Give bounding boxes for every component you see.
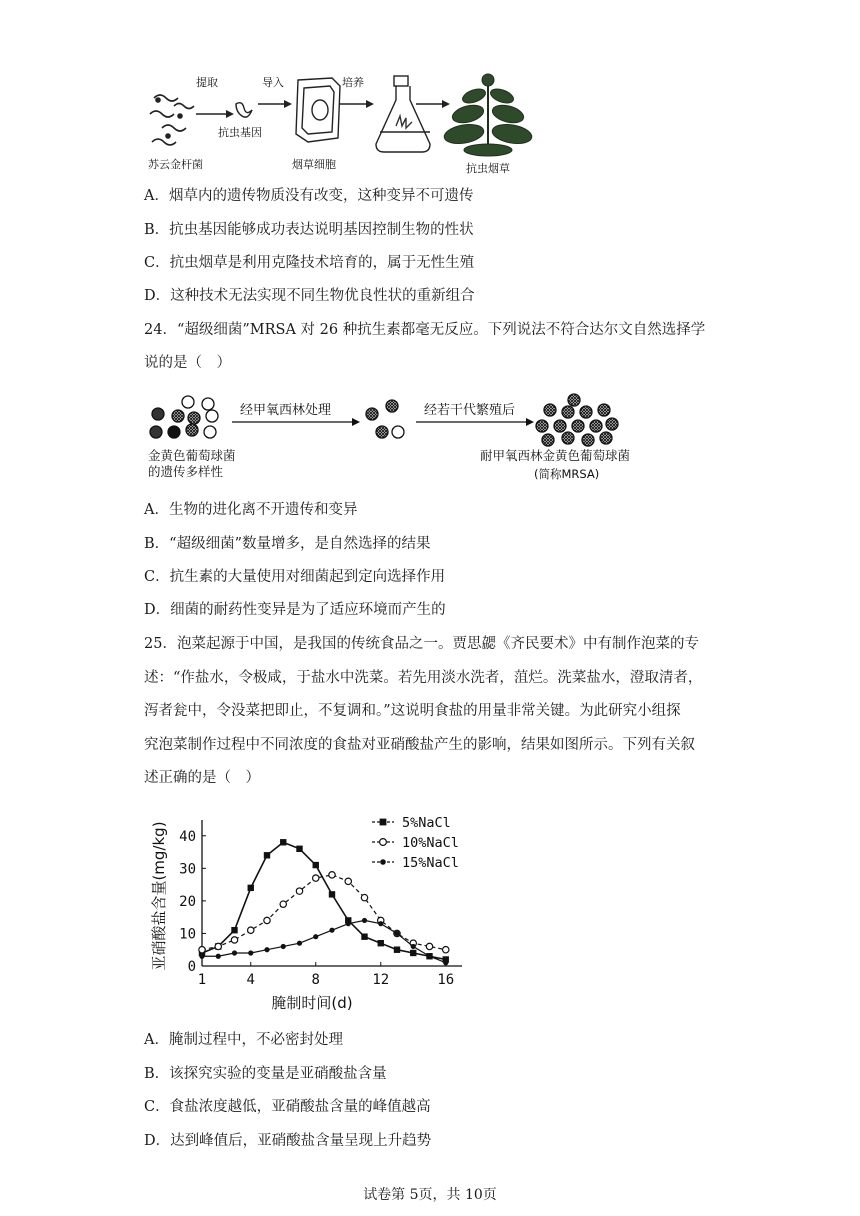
data-point [231,937,237,943]
data-point [329,928,334,933]
diverse-bacteria-group [150,396,218,438]
x-tick-label: 4 [246,972,255,988]
data-point [248,950,253,955]
left-label-line2: 的遗传多样性 [148,464,224,479]
data-point [427,954,432,959]
data-point [443,960,448,965]
data-point [264,947,269,952]
data-point [443,947,449,953]
x-axis-label: 腌制时间(d) [271,994,353,1012]
bacteria-label: 苏云金杆菌 [148,158,203,171]
y-axis-label: 亚硝酸盐含量(mg/kg) [150,821,168,971]
data-point [329,891,335,897]
tobacco-plant-illustration [443,74,534,156]
data-point [378,940,384,946]
data-point [361,894,367,900]
data-point [248,927,254,933]
mrsa-selection-figure [146,392,646,484]
q25-option-d: D．达到峰值后，亚硝酸盐含量呈现上升趋势 [144,1133,432,1149]
cell-label: 烟草细胞 [292,158,336,171]
y-tick-label: 20 [179,893,196,910]
extract-label: 提取 [196,76,218,89]
page-footer: 试卷第 5页，共 10页 [363,1187,497,1203]
legend-label: 5%NaCl [402,815,451,831]
data-point [215,943,221,949]
x-tick-label: 1 [197,972,207,988]
culture-flask-illustration [376,76,430,152]
data-point [231,927,237,933]
data-point [264,852,270,858]
y-tick-label: 10 [179,926,196,943]
transgenic-tobacco-figure [140,70,540,182]
data-point [346,921,351,926]
q23-option-d: D．这种技术无法实现不同生物优良性状的重新组合 [144,288,475,304]
x-tick-label: 8 [311,972,320,988]
data-point [394,947,400,953]
left-label-line1: 金黄色葡萄球菌 [148,448,236,463]
y-tick-label: 40 [179,828,196,845]
gene-icon [236,103,252,117]
legend-label: 15%NaCl [402,855,459,871]
q24-option-d: D．细菌的耐药性变异是为了适应环境而产生的 [144,602,446,618]
nitrite-line-chart [146,808,486,1018]
q25-option-b: B．该探究实验的变量是亚硝酸盐含量 [144,1066,387,1082]
data-point [296,888,302,894]
data-point [280,901,286,907]
q24-option-c: C．抗生素的大量使用对细菌起到定向选择作用 [144,569,446,585]
surviving-bacteria-group [366,400,404,438]
data-point [232,950,237,955]
right-label-line1: 耐甲氧西林金黄色葡萄球菌 [480,448,631,463]
culture-label: 培养 [342,76,364,89]
q25-stem-line3: 泻者瓮中，令没菜把即止，不复调和。”这说明食盐的用量非常关键。为此研究小组探 [144,703,681,719]
y-tick-label: 30 [179,861,196,878]
data-point [199,954,204,959]
q25-stem-line4: 究泡菜制作过程中不同浓度的食盐对亚硝酸盐产生的影响，结果如图所示。下列有关叙 [144,737,695,753]
data-point [313,862,319,868]
series-10%NaCl [199,872,449,953]
data-point [394,931,399,936]
data-point [378,921,383,926]
bacteria-illustration [150,95,194,145]
mrsa-bacteria-group [536,394,618,446]
chart-legend [372,815,459,871]
legend-label: 10%NaCl [402,835,459,851]
q23-option-b: B．抗虫基因能够成功表达说明基因控制生物的性状 [144,222,474,238]
data-point [313,934,318,939]
legend-marker [380,839,387,846]
plant-label: 抗虫烟草 [466,162,510,175]
q25-stem-line2: 述：“作盐水，令极咸，于盐水中洗菜。若先用淡水洗者，菹烂。洗菜盐水，澄取清者， [144,670,703,686]
y-tick-label: 0 [187,959,196,975]
data-point [411,944,416,949]
data-point [313,875,319,881]
x-tick-label: 12 [372,972,390,988]
series-line [202,920,446,962]
arrow2-label: 经若干代繁殖后 [424,403,516,418]
data-point [361,933,367,939]
data-point [345,878,351,884]
data-point [281,944,286,949]
data-point [296,846,302,852]
legend-marker [380,859,386,865]
x-tick-label: 16 [437,972,455,988]
data-point [329,872,335,878]
gene-label: 抗虫基因 [218,126,262,139]
series-line [202,875,446,950]
data-point [199,947,205,953]
data-point [264,917,270,923]
tobacco-cell-illustration [296,78,340,142]
data-point [248,885,254,891]
data-point [426,943,432,949]
data-point [362,918,367,923]
q25-stem-line1: 25．泡菜起源于中国，是我国的传统食品之一。贾思勰《齐民要术》中有制作泡菜的专 [144,636,699,652]
data-point [216,954,221,959]
import-label: 导入 [262,76,284,89]
q24-option-b: B．“超级细菌”数量增多，是自然选择的结果 [144,536,431,552]
data-point [280,839,286,845]
legend-marker [380,819,387,826]
q24-stem-line2: 说的是（ ） [144,355,231,371]
q24-stem-line1: 24．“超级细菌”MRSA 对 26 种抗生素都毫无反应。下列说法不符合达尔文自然选择学 [144,322,706,338]
q25-option-c: C．食盐浓度越低，亚硝酸盐含量的峰值越高 [144,1099,431,1115]
right-label-line2: (简称MRSA) [534,467,600,481]
data-point [297,941,302,946]
data-point [410,950,416,956]
q23-option-a: A．烟草内的遗传物质没有改变，这种变异不可遗传 [144,188,474,204]
arrow1-label: 经甲氧西林处理 [240,403,332,418]
q23-option-c: C．抗虫烟草是利用克隆技术培育的，属于无性生殖 [144,255,475,271]
q25-stem-line5: 述正确的是（ ） [144,770,260,786]
q25-option-a: A．腌制过程中，不必密封处理 [144,1032,343,1048]
q24-option-a: A．生物的进化离不开遗传和变异 [144,502,358,518]
